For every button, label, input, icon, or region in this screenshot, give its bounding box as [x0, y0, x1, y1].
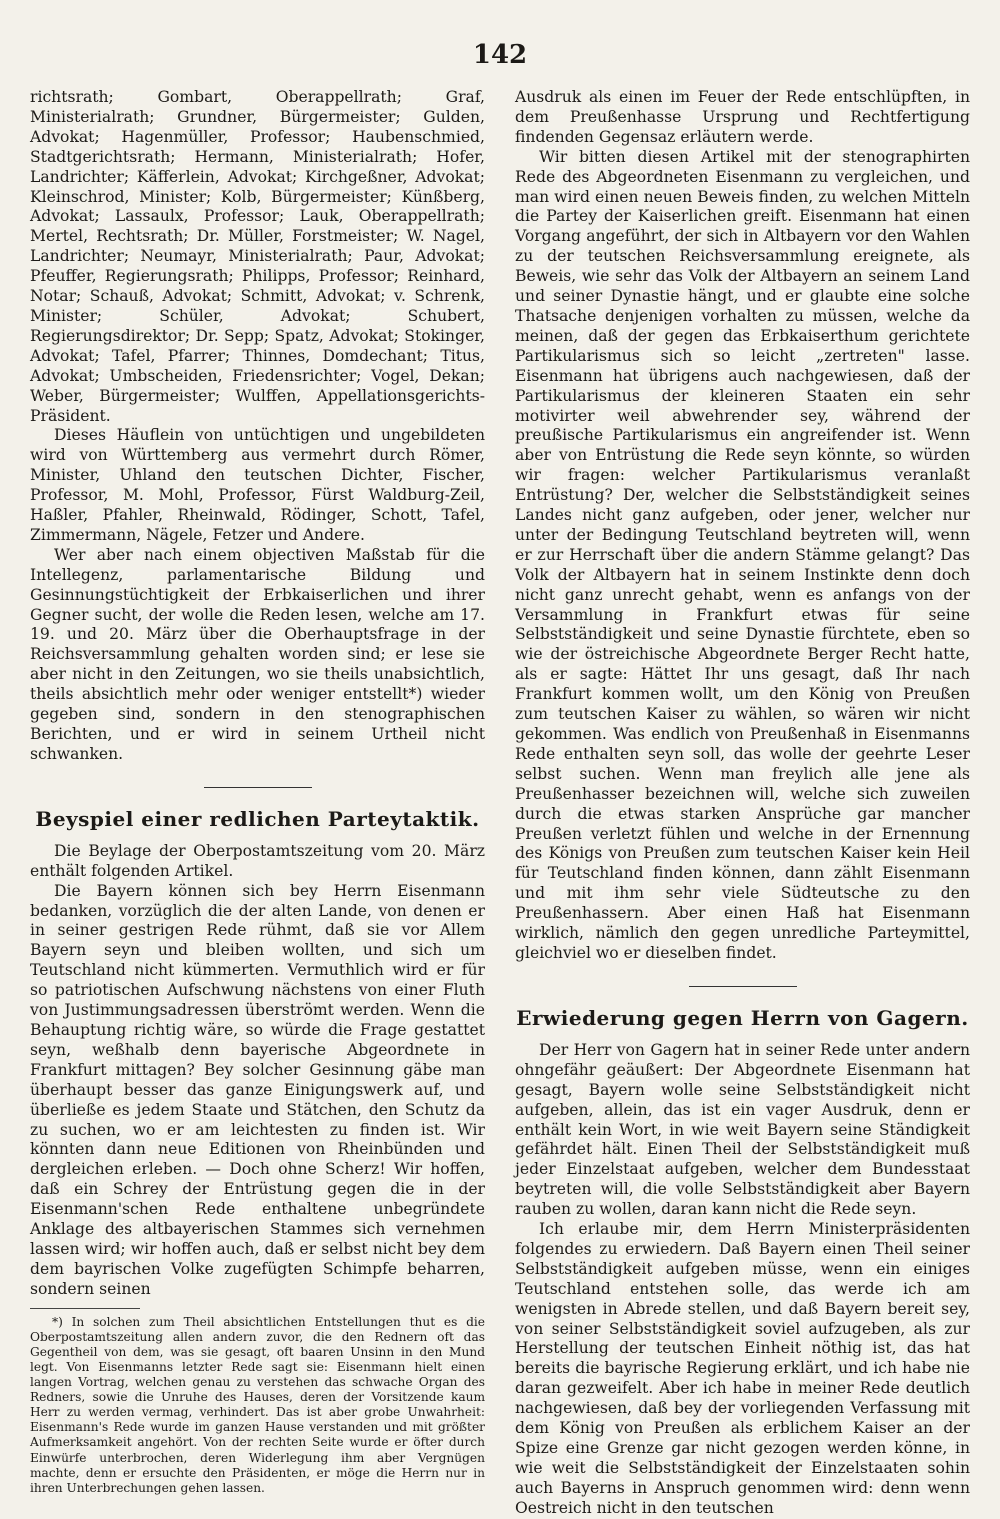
section-divider: [204, 787, 312, 788]
body-paragraph: Wir bitten diesen Artikel mit der stenographirten Rede des Abgeordneten Eisenmann zu vergleichen, und man wird einen neuen Beweis finden, zu welchen Mitteln die Partey der Kaiserlichen greift. Eisenmann hat einen Vorgang angeführt, der sich in Altbayern vor den Wahlen zu der teutschen Reichsversammlung ereignete, als Beweis, wie sehr das Volk der Altbayern an seinem Land und seiner Dynastie hängt, und er glaubte eine solche Thatsache denjenigen vorhalten zu müssen, welche da meinen, daß der gegen das Erbkaiserthum gerichtete Partikularismus sich so leicht „zertreten" lasse. Eisenmann hat übrigens auch nachgewiesen, daß der Partikularismus der kleineren Staaten ein sehr motivirter weil abwehrender sey, während der preußische Partikularismus ein angreifender ist. Wenn aber von Entrüstung die Rede seyn könnte, so würden wir fragen: welcher Partikularismus veranlaßt Entrüstung? Der, welcher die Selbstständigkeit seines Landes nicht ganz aufgeben, oder jener, welcher nur unter der Bedingung Teutschland beytreten will, wenn er zur Herrschaft über die andern Stämme gelangt? Das Volk der Altbayern hat in seinem Instinkte denn doch nicht ganz unrecht gehabt, wenn es anfangs von der Versammlung in Frankfurt etwas für seine Selbstständigkeit und seine Dynastie fürchtete, eben so wie der östreichische Abgeordnete Berger Recht hatte, als er sagte: Hättet Ihr uns gesagt, daß Ihr nach Frankfurt kommen wollt, um den König von Preußen zum teutschen Kaiser zu wählen, so wären wir nicht gekommen. Was endlich von Preußenhaß in Eisenmanns Rede enthalten seyn soll, das wolle der geehrte Leser selbst suchen. Wenn man freylich alle jene als Preußenhasser bezeichnen will, welche sich zuweilen durch die etwas starken Ansprüche gar mancher Preußen verletzt fühlen und welche in der Ernennung des Königs von Preußen zum teutschen Kaiser kein Heil für Teutschland finden können, dann zählt Eisenmann und mit ihm sehr viele Südteutsche zu den Preußenhassern. Aber einen Haß hat Eisenmann wirklich, nämlich den gegen unredliche Parteymittel, gleichviel wo er dieselben findet.: [515, 147, 970, 962]
section-divider: [689, 986, 797, 987]
two-column-body: [30, 88, 970, 1519]
body-paragraph: Der Herr von Gagern hat in seiner Rede unter andern ohngefähr geäußert: Der Abgeordnete Eisenmann hat gesagt, Bayern wolle seine Selbstständigkeit nicht aufgeben, allein, das ist ein vager Ausdruk, denn er enthält kein Wort, in wie weit Bayern seine Ständigkeit gefährdet hält. Einen Theil der Selbstständigkeit muß jeder Einzelstaat aufgeben, welcher dem Bundesstaat beytreten will, die volle Selbstständigkeit aber Bayern rauben zu wollen, daran kann nicht die Rede seyn.: [515, 1040, 970, 1219]
body-paragraph: Ich erlaube mir, dem Herrn Ministerpräsidenten folgendes zu erwiedern. Daß Bayern einen Theil seiner Selbstständigkeit aufgeben müsse, wenn ein einiges Teutschland entstehen solle, das werde ich am wenigsten in Abrede stellen, und daß Bayern bereit sey, von seiner Selbstständigkeit soviel aufzugeben, als zur Herstellung der teutschen Einheit nöthig ist, das hat bereits die bayrische Regierung erklärt, und ich habe nie daran gezweifelt. Aber ich habe in meiner Rede deutlich nachgewiesen, daß bey der vorliegenden Verfassung mit dem König von Preußen als erblichem Kaiser an der Spize eine Grenze gar nicht gezogen werden könne, in wie weit die Selbstständigkeit der Einzelstaaten sohin auch Bayerns in Anspruch genommen wird: denn wenn Oestreich nicht in den teutschen: [515, 1220, 970, 1517]
article-headline: Beyspiel einer redlichen Parteytaktik.: [35, 806, 480, 831]
body-paragraph: Die Bayern können sich bey Herrn Eisenmann bedanken, vorzüglich die der alten Lande, von denen er in seiner gestrigen Rede rühmt, daß sie vor Allem Bayern seyn und bleiben wollten, und sich um Teutschland nicht kümmerten. Vermuthlich wird er für so patriotischen Aufschwung nächstens von einer Fluth von Justimmungsadressen überströmt werden. Wenn die Behauptung richtig wäre, so würde die Frage gestattet seyn, weßhalb denn bayerische Abgeordnete in Frankfurt mittagen? Bey solcher Gesinnung gäbe man überhaupt besser das ganze Einigungswerk auf, und überließe es jedem Staate und Stätchen, den Schutz da zu suchen, wo er am leichtesten zu finden ist. Wir könnten dann neue Editionen von Rheinbünden und dergleichen erleben. — Doch ohne Scherz! Wir hoffen, daß ein Schrey der Entrüstung gegen die in der Eisenmann'schen Rede enthaltene unbegründete Anklage des altbayerischen Stammes sich vernehmen lassen wird; wir hoffen auch, daß er selbst nicht bey dem dem bayrischen Volke zugefügten Schimpfe beharren, sondern seinen: [30, 881, 485, 1298]
footnote: *) In solchen zum Theil absichtlichen Entstellungen thut es die Oberpostamtszeitung allen andern zuvor, die den Rednern oft das Gegentheil von dem, was sie gesagt, oft baaren Unsinn in den Mund legt. Von Eisenmanns letzter Rede sagt sie: Eisenmann hielt einen langen Vortrag, welchen genau zu verstehen das schwache Organ des Redners, sowie die Unruhe des Hauses, deren der Vorsitzende kaum Herr zu werden vermag, verhindert. Das ist aber grobe Unwahrheit: Eisenmann's Rede wurde im ganzen Hause verstanden und mit größter Aufmerksamkeit angehört. Von der rechten Seite wurde er öfter durch Einwürfe unterbrochen, deren Widerlegung ihm aber Vergnügen machte, denn er ersuchte den Präsidenten, er möge die Herrn nur in ihren Unterbrechungen gehen lassen.: [30, 1314, 485, 1495]
body-paragraph: Dieses Häuflein von untüchtigen und ungebildeten wird von Württemberg aus vermehrt durch Römer, Minister, Uhland den teutschen Dichter, Fischer, Professor, M. Mohl, Professor, Fürst Waldburg-Zeil, Haßler, Pfahler, Rheinwald, Rödinger, Schott, Tafel, Zimmermann, Nägele, Fetzer und Andere.: [30, 426, 485, 544]
body-paragraph: Die Beylage der Oberpostamtszeitung vom 20. März enthält folgenden Artikel.: [30, 841, 485, 880]
footnote-divider: [30, 1308, 140, 1309]
body-paragraph: Ausdruk als einen im Feuer der Rede entschlüpften, in dem Preußenhasse Ursprung und Rechtfertigung findenden Gegensaz erläutern werde.: [515, 88, 970, 146]
article-headline: Erwiederung gegen Herrn von Gagern.: [516, 1005, 969, 1030]
member-list-paragraph: richtsrath; Gombart, Oberappellrath; Graf, Ministerialrath; Grundner, Bürgermeister; Gulden, Advokat; Hagenmüller, Professor; Haubenschmied, Stadtgerichtsrath; Hermann, Ministerialrath; Hofer, Landrichter; Käfferlein, Advokat; Kirchgeßner, Advokat; Kleinschrod, Minister; Kolb, Bürgermeister; Künßberg, Advokat; Lassaulx, Professor; Lauk, Oberappellrath; Mertel, Rechtsrath; Dr. Müller, Forstmeister; W. Nagel, Landrichter; Neumayr, Ministerialrath; Paur, Advokat; Pfeuffer, Regierungsrath; Philipps, Professor; Reinhard, Notar; Schauß, Advokat; Schmitt, Advokat; v. Schrenk, Minister; Schüler, Advokat; Schubert, Regierungsdirektor; Dr. Sepp; Spatz, Advokat; Stokinger, Advokat; Tafel, Pfarrer; Thinnes, Domdechant; Titus, Advokat; Umbscheiden, Friedensrichter; Vogel, Dekan; Weber, Bürgermeister; Wulffen, Appellationsgerichts-Präsident.: [30, 88, 485, 425]
page-number: 142: [472, 40, 528, 70]
right-column: [515, 88, 970, 1519]
left-column: [30, 88, 485, 1519]
body-paragraph: Wer aber nach einem objectiven Maßstab für die Intellegenz, parlamentarische Bildung und Gesinnungstüchtigkeit der Erbkaiserlichen und ihrer Gegner sucht, der wolle die Reden lesen, welche am 17. 19. und 20. März über die Oberhauptsfrage in der Reichsversammlung gehalten worden sind; er lese sie aber nicht in den Zeitungen, wo sie theils unabsichtlich, theils absichtlich mehr oder weniger entstellt*) wieder gegeben sind, sondern in den stenographischen Berichten, und er wird in seinem Urtheil nicht schwanken.: [30, 545, 485, 763]
